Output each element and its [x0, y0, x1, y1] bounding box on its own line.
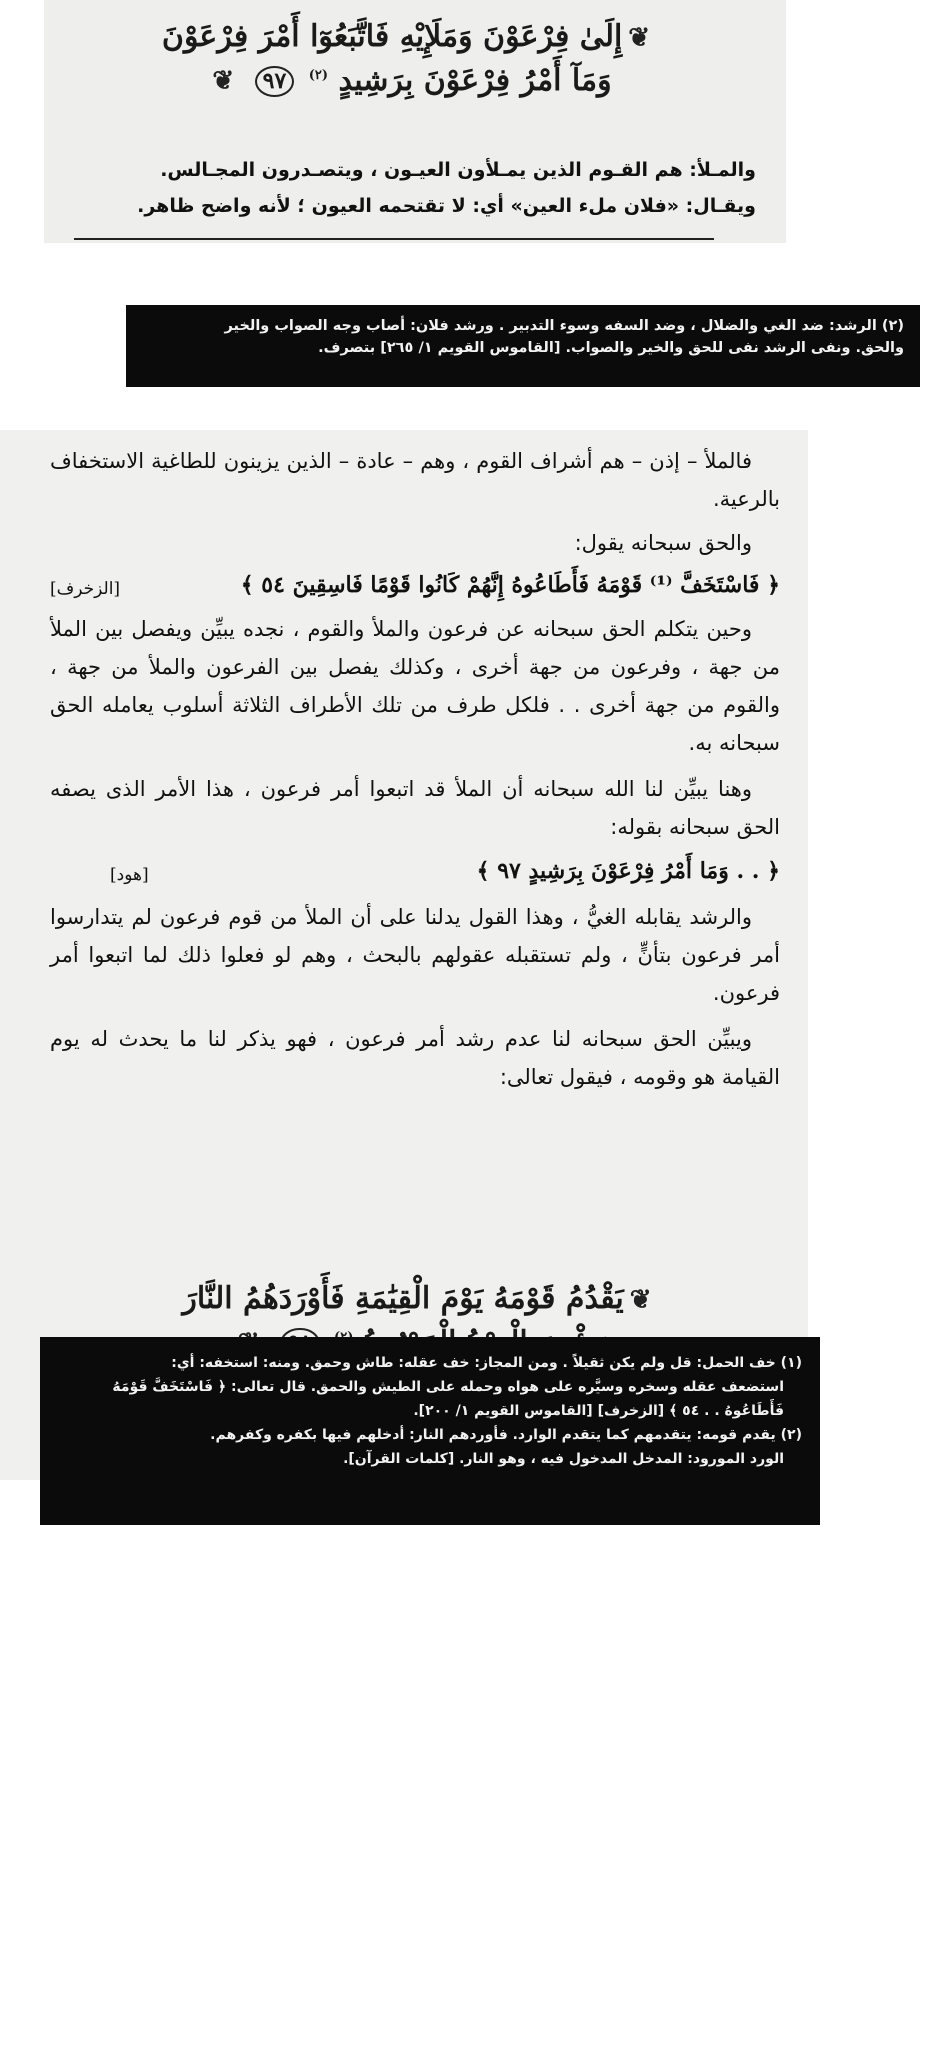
- definition-line-1: والمـلأ: هم القـوم الذين يمـلأون العيـون ، ويتصـدرون المجـالس.: [160, 159, 756, 181]
- footnote-2-line-2: الورد المورود: المدخل المدخول فيه ، وهو النار. [كلمات القرآن].: [343, 1451, 784, 1467]
- quran-quote-1: ﴿ فَاسْتَخَفَّ ⁽¹⁾ قَوْمَهُ فَأَطَاعُوهُ إِنَّهُمْ كَانُوا قَوْمًا فَاسِقِينَ ٥٤ ﴾ [الزخرف]: [50, 566, 780, 608]
- verse-line-2: وَمَآ أَمْرُ فِرْعَوْنَ بِرَشِيدٍ $^{(٢)}$ ٩٧ ❦: [212, 62, 612, 98]
- verse-panel-top: [44, 0, 786, 243]
- ornament-right-icon: ❦: [629, 1284, 652, 1315]
- paragraph-6: ويبيِّن الحق سبحانه لنا عدم رشد أمر فرعون ، فهو يذكر لنا ما يحدث له يوم القيامة هو وقومه ، فيقول تعالى:: [50, 1027, 780, 1089]
- footnote-panel-2: [40, 1337, 820, 1525]
- footnote-panel-1: [126, 305, 920, 387]
- main-page-panel: [0, 430, 808, 1480]
- paragraph-3: وحين يتكلم الحق سبحانه عن فرعون والملأ والقوم ، نجده يبيِّن ويفصل بين الملأ من جهة ، وفرعون من جهة أخرى ، وكذلك يفصل بين الفرعون والملأ من جهة ، والقوم من جهة أخرى . . فلكل طرف من تلك الأطراف الثلاثة أسلوب يعامله الحق سبحانه به.: [50, 617, 780, 755]
- paragraph-4: وهنا يبيِّن لنا الله سبحانه أن الملأ قد اتبعوا أمر فرعون ، هذا الأمر الذى يصفه الحق سبحانه بقوله:: [50, 777, 780, 839]
- definition-text: [96, 152, 756, 224]
- divider: [74, 238, 714, 240]
- ayah-number: ٩٧: [255, 66, 295, 98]
- footnote-line-2: والحق. ونفى الرشد نفى للحق والخير والصواب. [القاموس القويم ١/ ٢٦٥] بتصرف.: [318, 340, 904, 357]
- verse-98-line-1: ❦يَقْدُمُ قَوْمَهُ يَوْمَ الْقِيَٰمَةِ فَأَوْرَدَهُمُ النَّارَ: [182, 1281, 652, 1316]
- footnotes-text: [54, 1351, 802, 1471]
- footnote-marker: (٢): [308, 67, 329, 83]
- footnote-1-line-1: (١) خف الحمل: قل ولم يكن ثقيلاً . ومن المجاز: خف عقله: طاش وحمق. ومنه: استخفه: أي:: [171, 1355, 802, 1371]
- ornament-right-icon: ❦: [628, 22, 651, 53]
- definition-line-2: ويقـال: «فلان ملء العين» أي: لا تقتحمه العيون ؛ لأنه واضح ظاهر.: [137, 195, 756, 217]
- main-text-column: [50, 442, 780, 1102]
- paragraph-5: والرشد يقابله الغيُّ ، وهذا القول يدلنا على أن الملأ من قوم فرعون لم يتدارسوا أمر فرعون بتأنٍّ ، ولم تستقبله عقولهم بالبحث ، وهم لو فعلوا ذلك لما اتبعوا أمر فرعون.: [50, 905, 780, 1005]
- footnote-text: [140, 315, 904, 360]
- footnote-1-line-2: استضعف عقله وسخره وسيَّره على هواه وحمله على الطيش والحمق. قال تعالى: ﴿ فَاسْتَخَفَّ قَوْمَهُ: [112, 1379, 784, 1395]
- quran-quote-2: ﴿ . . وَمَا أَمْرُ فِرْعَوْنَ بِرَشِيدٍ ٩٧ ﴾ [هود]: [50, 852, 780, 894]
- footnote-line-1: (٢) الرشد: ضد الغي والضلال ، وضد السفه وسوء التدبير . ورشد فلان: أصاب وجه الصواب والخير: [224, 318, 904, 334]
- surah-ref-2: [هود]: [110, 865, 149, 885]
- paragraph-1: فالملأ – إذن – هم أشراف القوم ، وهم – عادة – الذين يزينون للطاغية الاستخفاف بالرعية.: [50, 449, 780, 511]
- surah-ref-1: [الزخرف]: [50, 579, 121, 599]
- ornament-left-icon: ❦: [212, 66, 235, 97]
- footnote-1-line-3: فَأَطَاعُوهُ . . ٥٤ ﴾ [الزخرف] [القاموس القويم ١/ ٢٠٠].: [413, 1403, 784, 1419]
- verse-block: [104, 18, 714, 99]
- footnote-2-line-1: (٢) يقدم قومه: يتقدمهم كما يتقدم الوارد. فأوردهم النار: أدخلهم فيها بكفره وكفرهم.: [210, 1427, 802, 1443]
- verse-line-1: ❦إِلَىٰ فِرْعَوْنَ وَمَلَإِيْهِ فَاتَّبَعُوٓا أَمْرَ فِرْعَوْنَ: [161, 19, 651, 54]
- paragraph-2: والحق سبحانه يقول:: [574, 531, 752, 555]
